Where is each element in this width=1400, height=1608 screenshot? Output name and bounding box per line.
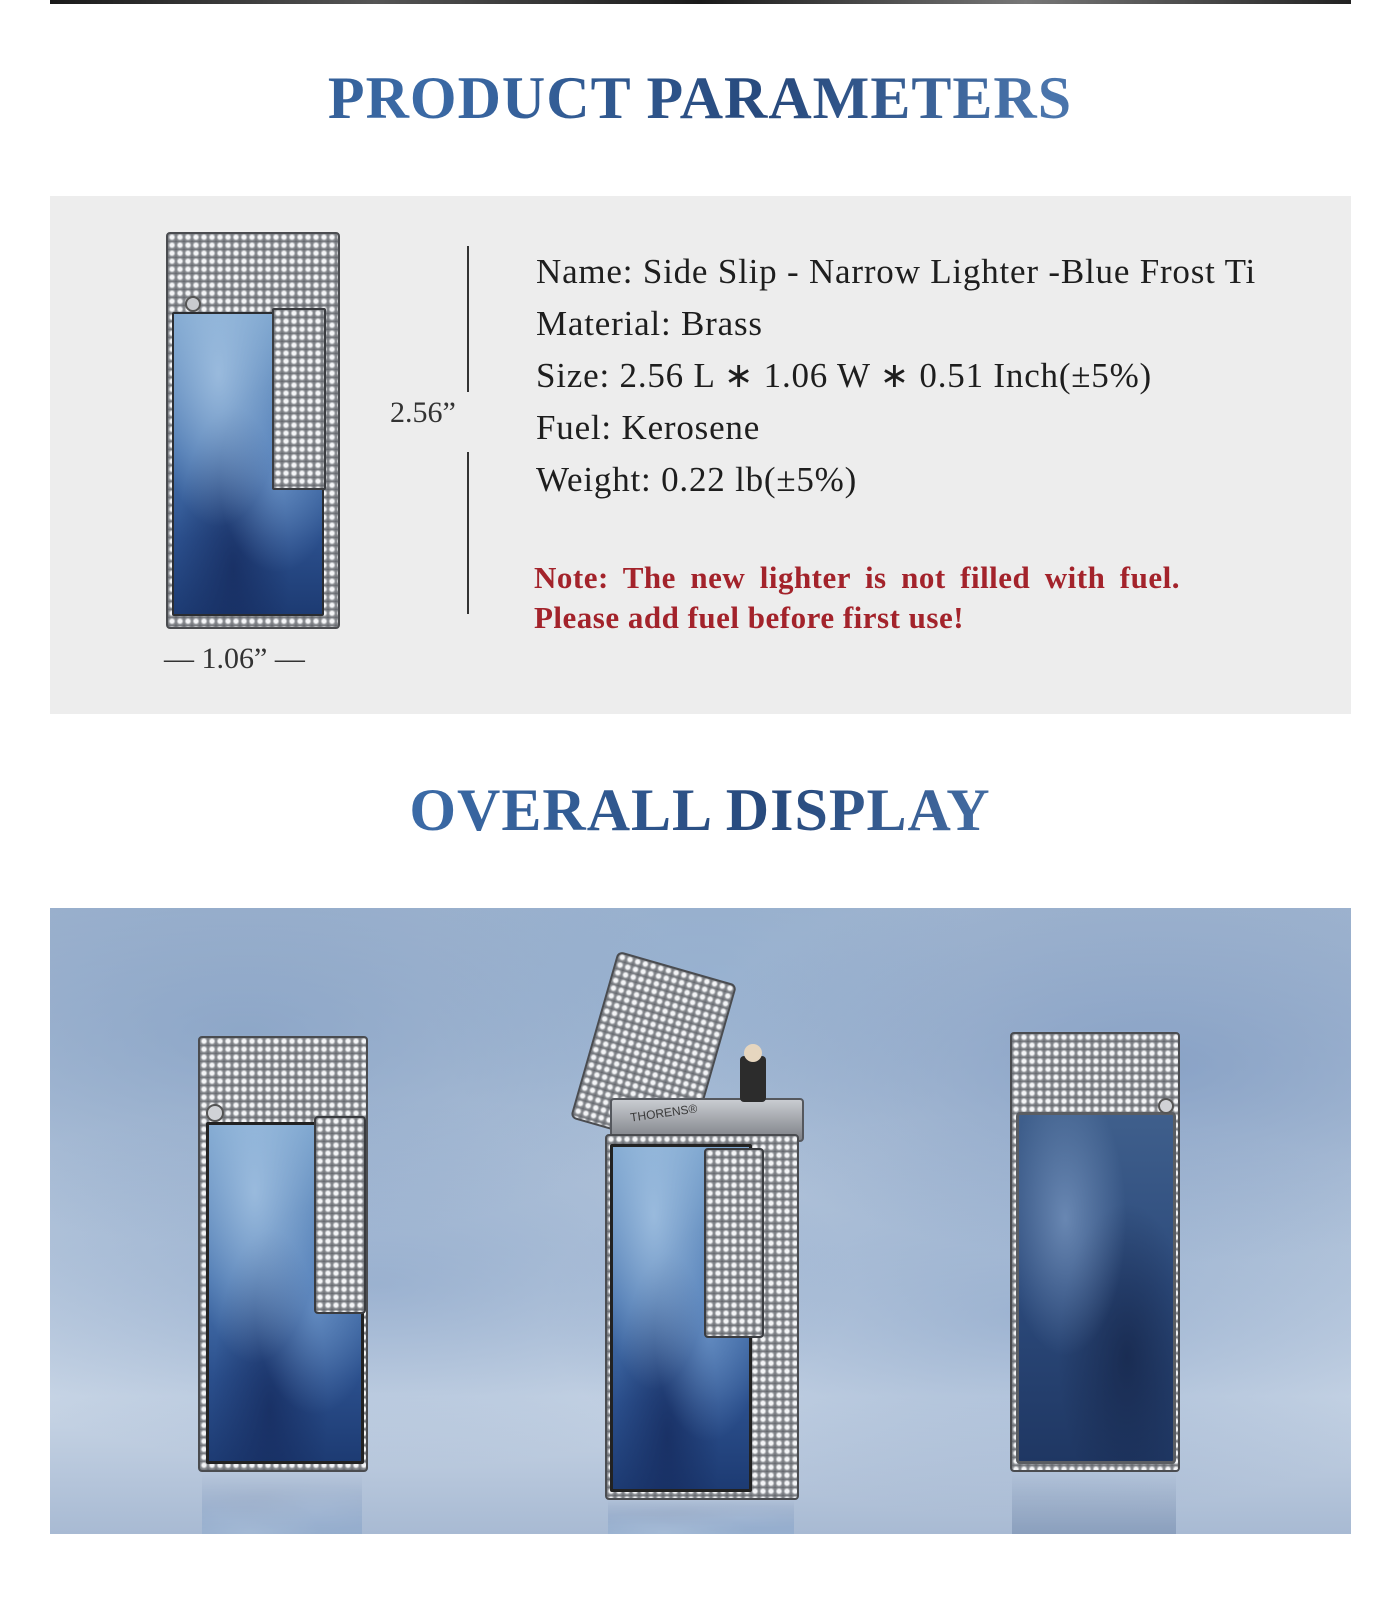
spec-list bbox=[536, 246, 1316, 506]
height-dimension-line-bottom bbox=[467, 452, 469, 614]
spec-weight: Weight: 0.22 lb(±5%) bbox=[536, 460, 858, 499]
overall-display-image bbox=[50, 908, 1351, 1534]
section-title-overall-display: OVERALL DISPLAY bbox=[0, 776, 1400, 845]
spec-material: Material: Brass bbox=[536, 304, 763, 343]
top-image-strip bbox=[50, 0, 1351, 4]
spec-size: Size: 2.56 L ∗ 1.06 W ∗ 0.51 Inch(±5%) bbox=[536, 356, 1153, 395]
brand-mark: THORENS® bbox=[629, 1101, 699, 1125]
spec-fuel: Fuel: Kerosene bbox=[536, 408, 761, 447]
fuel-note: Note: The new lighter is not filled with fuel. Please add fuel before first use! bbox=[534, 560, 1180, 635]
height-dimension-line-top bbox=[467, 246, 469, 392]
section-title-product-parameters: PRODUCT PARAMETERS bbox=[0, 64, 1400, 133]
width-dimension-label: — 1.06” — bbox=[164, 642, 305, 675]
height-dimension-label: 2.56” bbox=[390, 396, 456, 429]
spec-name: Name: Side Slip - Narrow Lighter -Blue Frost Ti bbox=[536, 252, 1257, 291]
